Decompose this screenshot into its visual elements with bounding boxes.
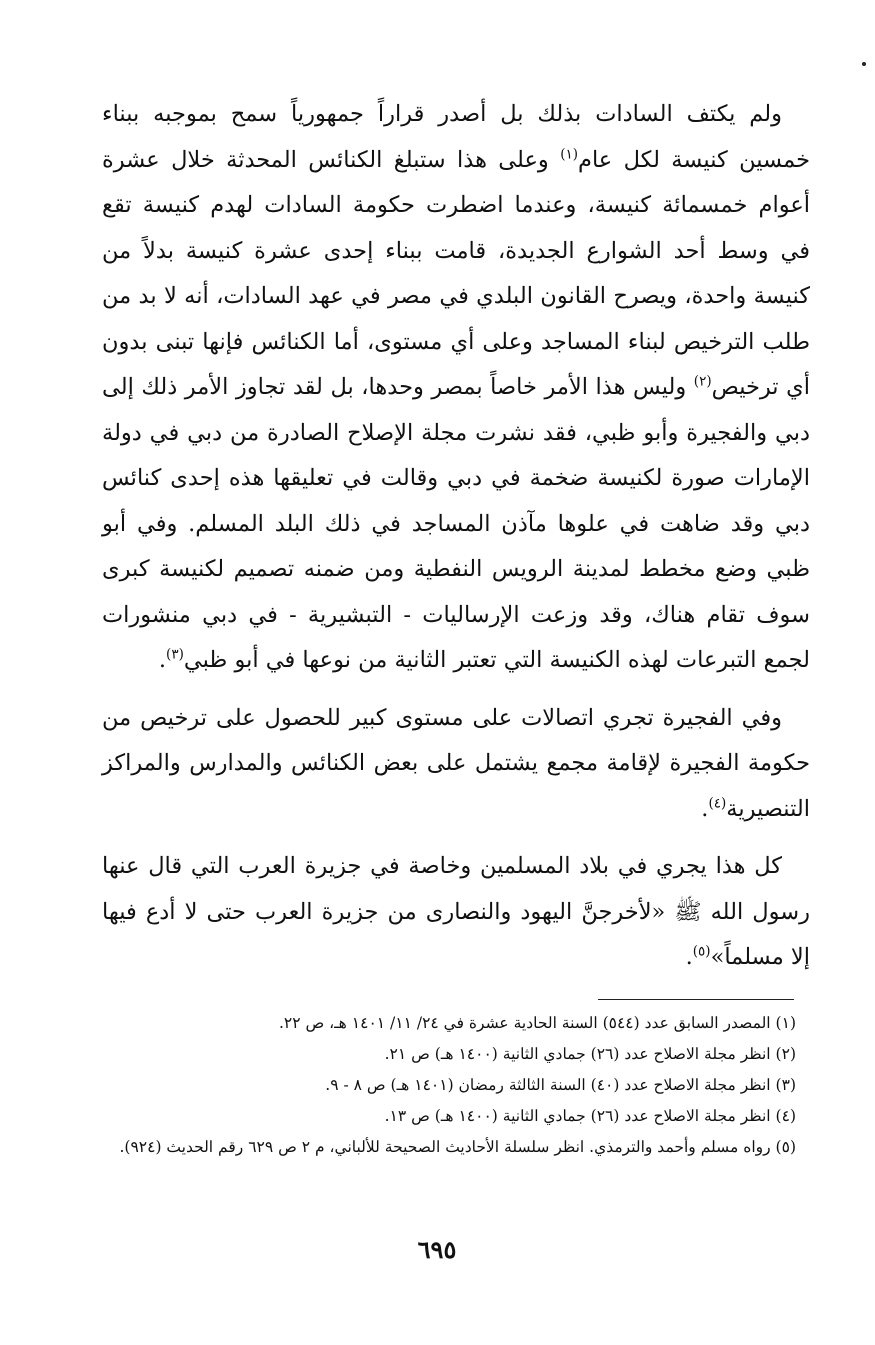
paragraph-text: ولم يكتف السادات بذلك بل أصدر قراراً جمهورياً سمح بموجبه ببناء خمسين كنيسة لكل عام (102, 101, 811, 173)
paragraph (102, 92, 810, 684)
footnote-ref: (٣) (166, 646, 184, 663)
paragraph (102, 844, 810, 981)
footnote (110, 1101, 796, 1132)
footnote (110, 1070, 796, 1101)
paragraph-text: . (158, 647, 167, 673)
footnote-text: المصدر السابق عدد (٥٤٤) السنة الحادية عشرة في ٢٤/ ١١/ ١٤٠١ هـ، ص ٢٢. (278, 1014, 771, 1032)
main-text (102, 92, 810, 993)
footnote-number: (٤) (775, 1107, 796, 1125)
paragraph (102, 696, 810, 833)
footnote (110, 1039, 796, 1070)
footnote-number: (٢) (775, 1045, 796, 1063)
paragraph-text: . (685, 944, 693, 970)
paragraph-text: كل هذا يجري في بلاد المسلمين وخاصة في جزيرة العرب التي قال عنها رسول الله ﷺ «لأخرجنَّ اليهود والنصارى من جزيرة العرب حتى لا أدع فيها إلا مسلماً» (102, 853, 810, 970)
footnote-separator (598, 999, 794, 1000)
footnotes (110, 1008, 796, 1163)
paragraph-text: . (701, 795, 709, 822)
footnote-text: انظر مجلة الاصلاح عدد (٤٠) السنة الثالثة رمضان (١٤٠١ هـ) ص ٨ - ٩. (325, 1076, 771, 1094)
paragraph-text: وفي الفجيرة تجري اتصالات على مستوى كبير للحصول على ترخيص من حكومة الفجيرة لإقامة مجمع يشتمل على بعض الكنائس والمدارس والمراكز التنصيرية (102, 704, 810, 822)
footnote-text: انظر مجلة الاصلاح عدد (٢٦) جمادي الثانية (١٤٠٠ هـ) ص ١٣. (384, 1107, 771, 1125)
footnote-ref: (١) (560, 146, 579, 162)
paragraph-text: وعلى هذا ستبلغ الكنائس المحدثة خلال عشرة أعوام خمسمائة كنيسة، وعندما اضطرت حكومة السادات لهدم كنيسة تقع في وسط أحد الشوارع الجديدة، قامت ببناء إحدى عشرة كنيسة بدلاً من كنيسة واحدة، ويصرح القانون البلدي في مصر في عهد السادات، أنه لا بد من طلب الترخيص لبناء المساجد وعلى أي مستوى، أما الكنائس فإنها تبنى بدون أي ترخيص (102, 146, 810, 400)
footnote-ref: (٥) (692, 943, 711, 960)
footnote (110, 1008, 796, 1039)
paragraph-text: وليس هذا الأمر خاصاً بمصر وحدها، بل لقد تجاوز الأمر ذلك إلى دبي والفجيرة وأبو ظبي، فقد نشرت مجلة الإصلاح الصادرة من دبي في دولة الإمارات صورة لكنيسة ضخمة في دبي وقالت في تعليقها هذه إحدى كنائس دبي وقد ضاهت في علوها مآذن المساجد في ذلك البلد المسلم. وفي أبو ظبي وضع مخطط لمدينة الرويس النفطية ومن ضمنه تصميم لكنيسة كبرى سوف تقام هناك، وقد وزعت الإرساليات - التبشيرية - في دبي منشورات لجمع التبرعات لهذه الكنيسة التي تعتبر الثانية من نوعها في أبو ظبي (102, 374, 810, 673)
footnote-ref: (٢) (693, 373, 712, 390)
footnote-number: (١) (775, 1014, 796, 1032)
page-number: ٦٩٥ (417, 1235, 457, 1264)
footnote-text: رواه مسلم وأحمد والترمذي. انظر سلسلة الأحاديث الصحيحة للألباني، م ٢ ص ٦٢٩ رقم الحديث (٩٢٤). (119, 1138, 771, 1156)
footnote (110, 1132, 796, 1163)
footnote-ref: (٤) (708, 795, 727, 811)
footnote-number: (٥) (775, 1138, 796, 1156)
footnote-number: (٣) (775, 1076, 796, 1094)
scan-speck (862, 62, 866, 66)
footnote-text: انظر مجلة الاصلاح عدد (٢٦) جمادي الثانية (١٤٠٠ هـ) ص ٢١. (384, 1045, 771, 1063)
